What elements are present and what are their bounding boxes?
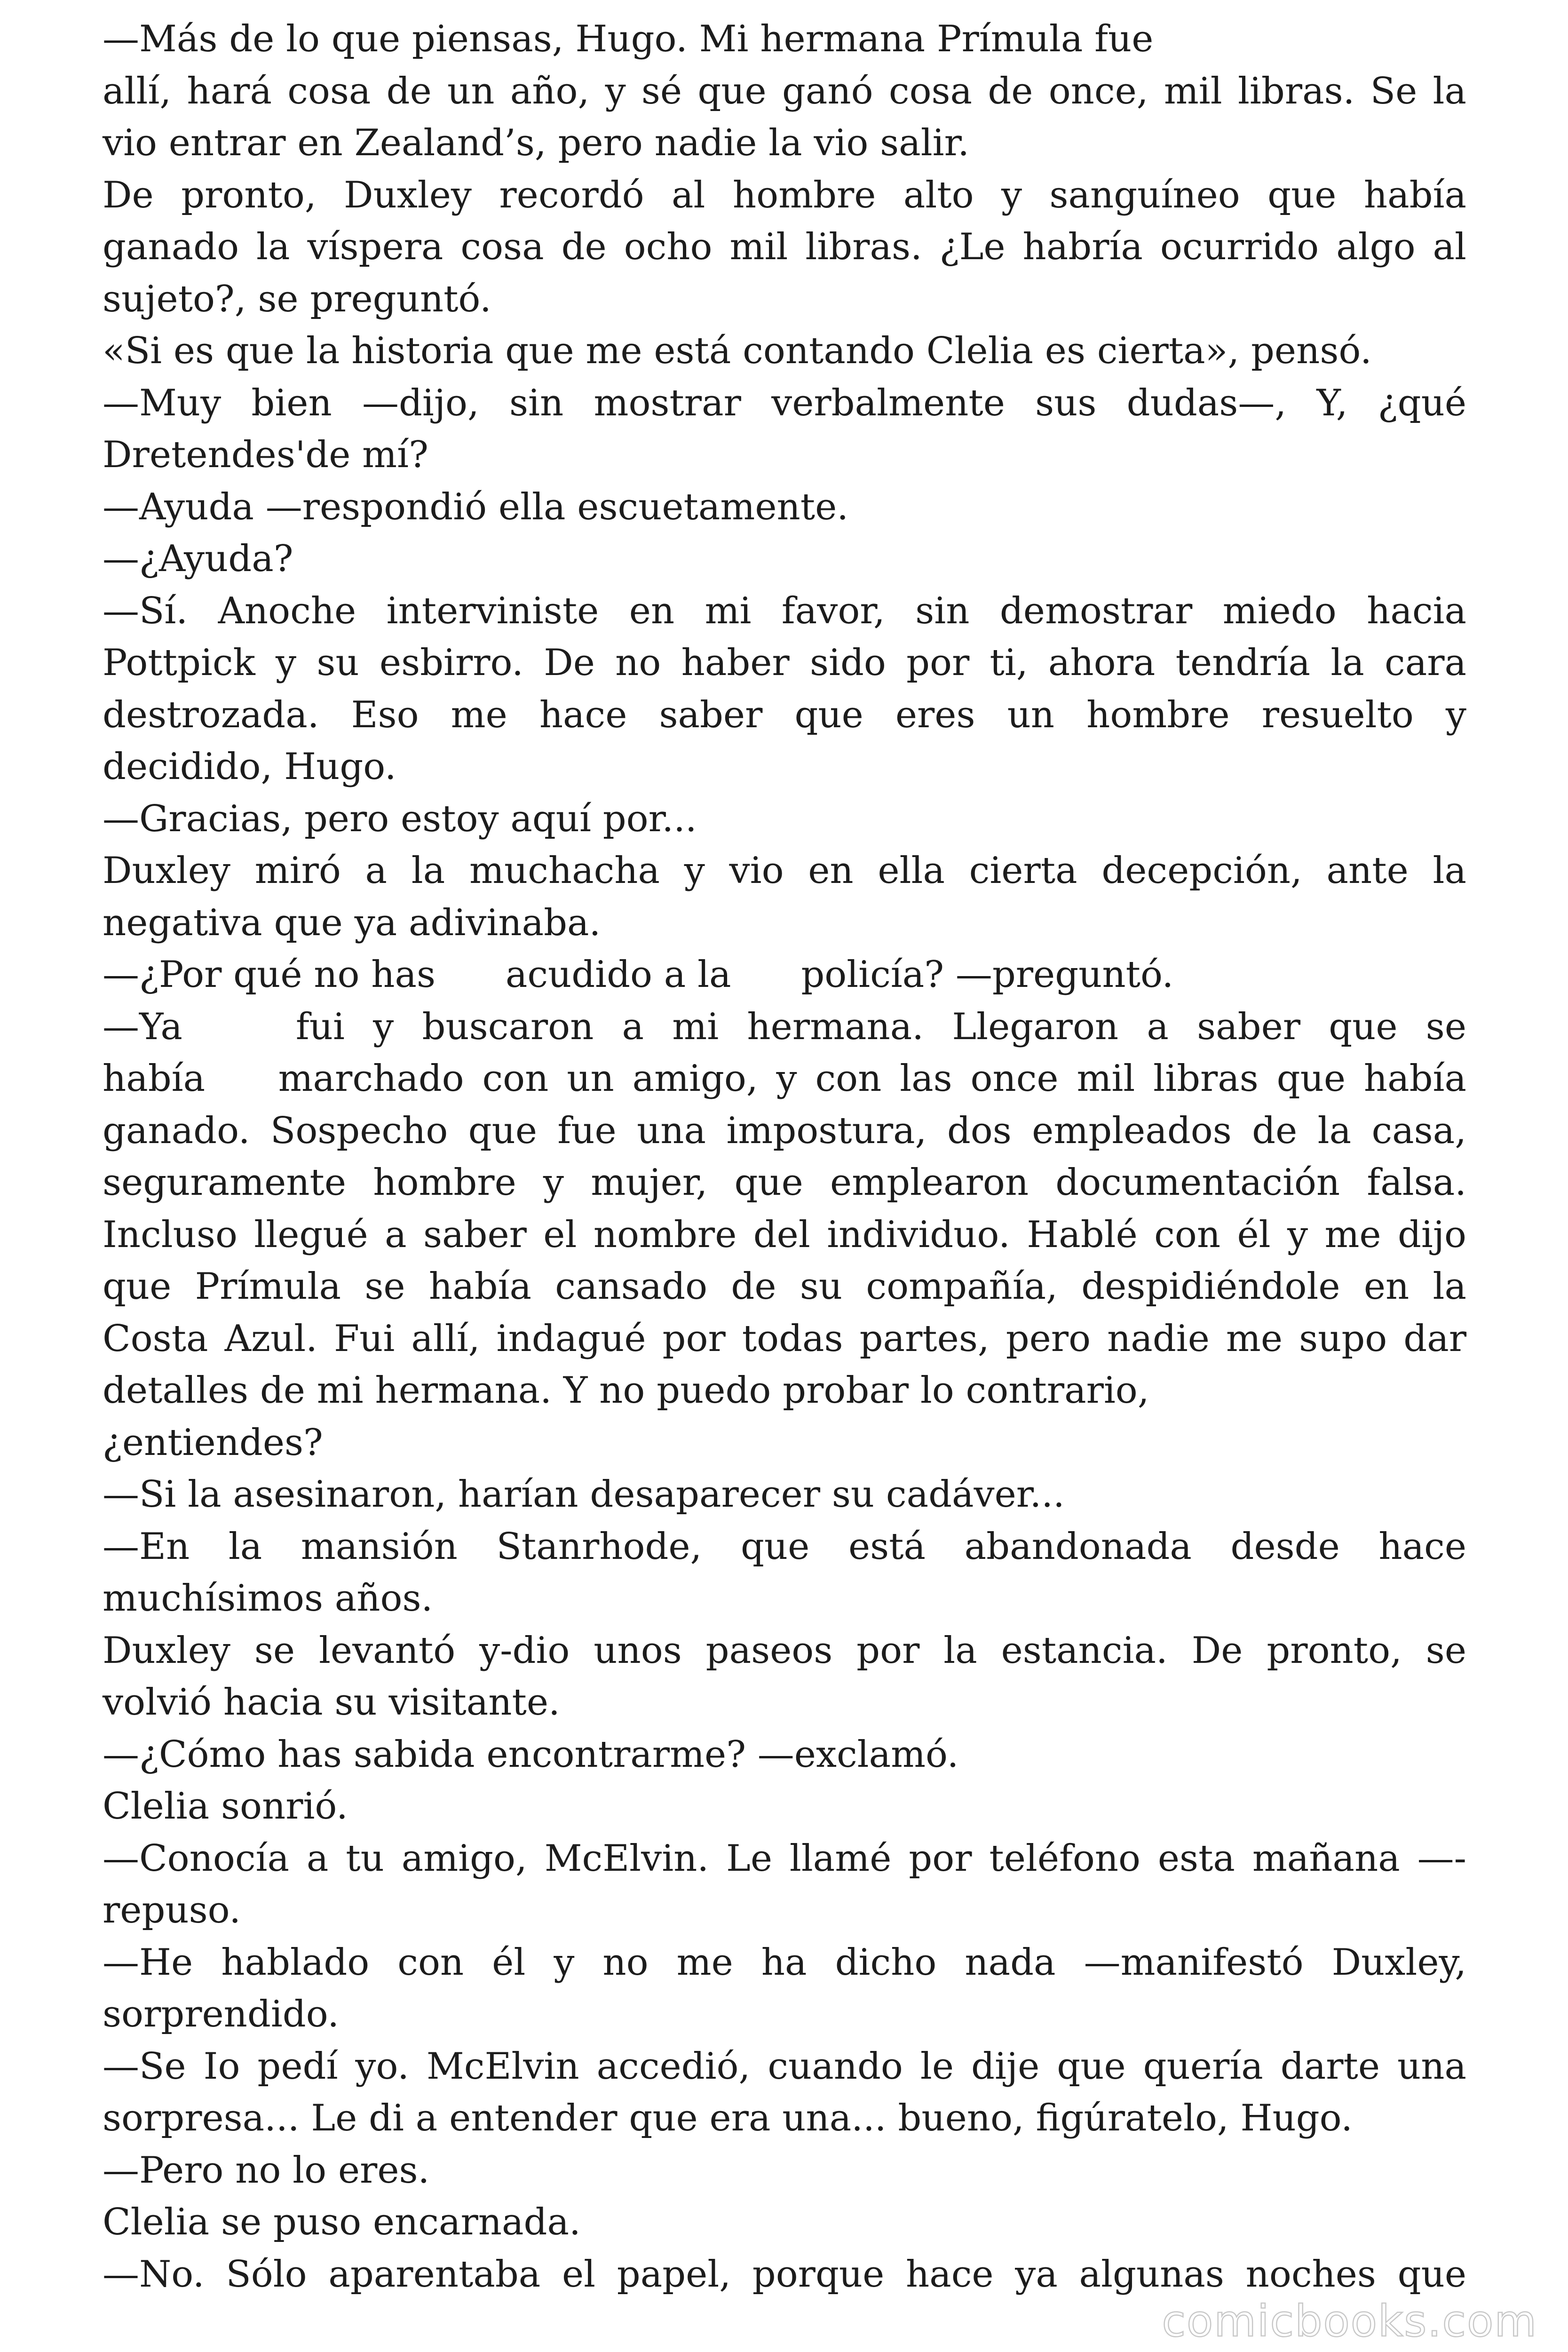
text-line: seguramente hombre y mujer, que emplearon documentación falsa. [103,1161,1466,1204]
text-line: —¿Ayuda? [103,538,293,580]
text-line: De pronto, Duxley recordó al hombre alto y sanguíneo que había [103,174,1466,216]
text-line: —Pero no lo eres. [103,2149,430,2192]
text-line: —No. Sólo aparentaba el papel, porque hace ya algunas noches que [103,2253,1466,2296]
book-page-text [103,13,1466,2300]
site-watermark: comicbooks.com [1162,2296,1537,2346]
text-line: —¿Por qué no has acudido a la policía? —preguntó. [103,954,1174,996]
text-line: ganado la víspera cosa de ocho mil libras. ¿Le habría ocurrido algo al [103,226,1466,268]
text-line: Duxley se levantó y-dio unos paseos por la estancia. De pronto, se [103,1629,1466,1672]
text-line: Clelia sonrió. [103,1785,348,1828]
text-line: —Ya fui y buscaron a mi hermana. Llegaron a saber que se [103,1005,1466,1048]
text-line: Incluso llegué a saber el nombre del individuo. Hablé con él y me dijo [103,1213,1466,1256]
text-line: sorprendido. [103,1993,340,2035]
text-line: volvió hacia su visitante. [103,1681,560,1724]
text-line: Dretendes'de mí? [103,434,428,476]
text-line: —Conocía a tu amigo, McElvin. Le llamé por teléfono esta mañana —- [103,1837,1466,1880]
text-line: vio entrar en Zealand’s, pero nadie la vio salir. [103,122,970,164]
text-line: allí, hará cosa de un año, y sé que ganó cosa de once, mil libras. Se la [103,70,1466,112]
text-line: —¿Cómo has sabida encontrarme? —exclamó. [103,1733,959,1776]
text-line: —En la mansión Stanrhode, que está abandonada desde hace [103,1525,1466,1568]
text-line: —Si la asesinaron, harían desaparecer su cadáver... [103,1473,1065,1516]
text-line: sorpresa... Le di a entender que era una... bueno, figúratelo, Hugo. [103,2097,1353,2139]
text-line: —Se Io pedí yo. McElvin accedió, cuando le dije que quería darte una [103,2045,1466,2088]
text-line: decidido, Hugo. [103,746,396,788]
text-line: destrozada. Eso me hace saber que eres un hombre resuelto y [103,693,1466,736]
text-line: había marchado con un amigo, y con las once mil libras que había [103,1057,1466,1100]
text-line: —Sí. Anoche interviniste en mi favor, sin demostrar miedo hacia [103,589,1466,632]
text-line: detalles de mi hermana. Y no puedo probar lo contrario, [103,1369,1149,1412]
text-line: Clelia se puso encarnada. [103,2201,581,2243]
text-line: —Ayuda —respondió ella escuetamente. [103,485,849,528]
text-line: —Muy bien —dijo, sin mostrar verbalmente sus dudas—, Y, ¿qué [103,381,1466,424]
text-line: sujeto?, se preguntó. [103,278,491,320]
text-line: —Gracias, pero estoy aquí por... [103,797,697,840]
text-line: ¿entiendes? [103,1421,323,1464]
text-line: negativa que ya adivinaba. [103,901,601,944]
text-line: Pottpick y su esbirro. De no haber sido por ti, ahora tendría la cara [103,642,1466,684]
text-line: —He hablado con él y no me ha dicho nada —manifestó Duxley, [103,1941,1466,1984]
text-line: Costa Azul. Fui allí, indagué por todas partes, pero nadie me supo dar [103,1317,1466,1360]
text-line: ganado. Sospecho que fue una impostura, dos empleados de la casa, [103,1109,1466,1152]
text-line: —Más de lo que piensas, Hugo. Mi hermana Prímula fue [103,18,1154,60]
text-line: muchísimos años. [103,1577,433,1620]
text-line: repuso. [103,1889,241,1931]
text-line: «Si es que la historia que me está contando Clelia es cierta», pensó. [103,330,1372,372]
text-line: que Prímula se había cansado de su compañía, despidiéndole en la [103,1265,1466,1308]
text-line: Duxley miró a la muchacha y vio en ella cierta decepción, ante la [103,850,1466,892]
